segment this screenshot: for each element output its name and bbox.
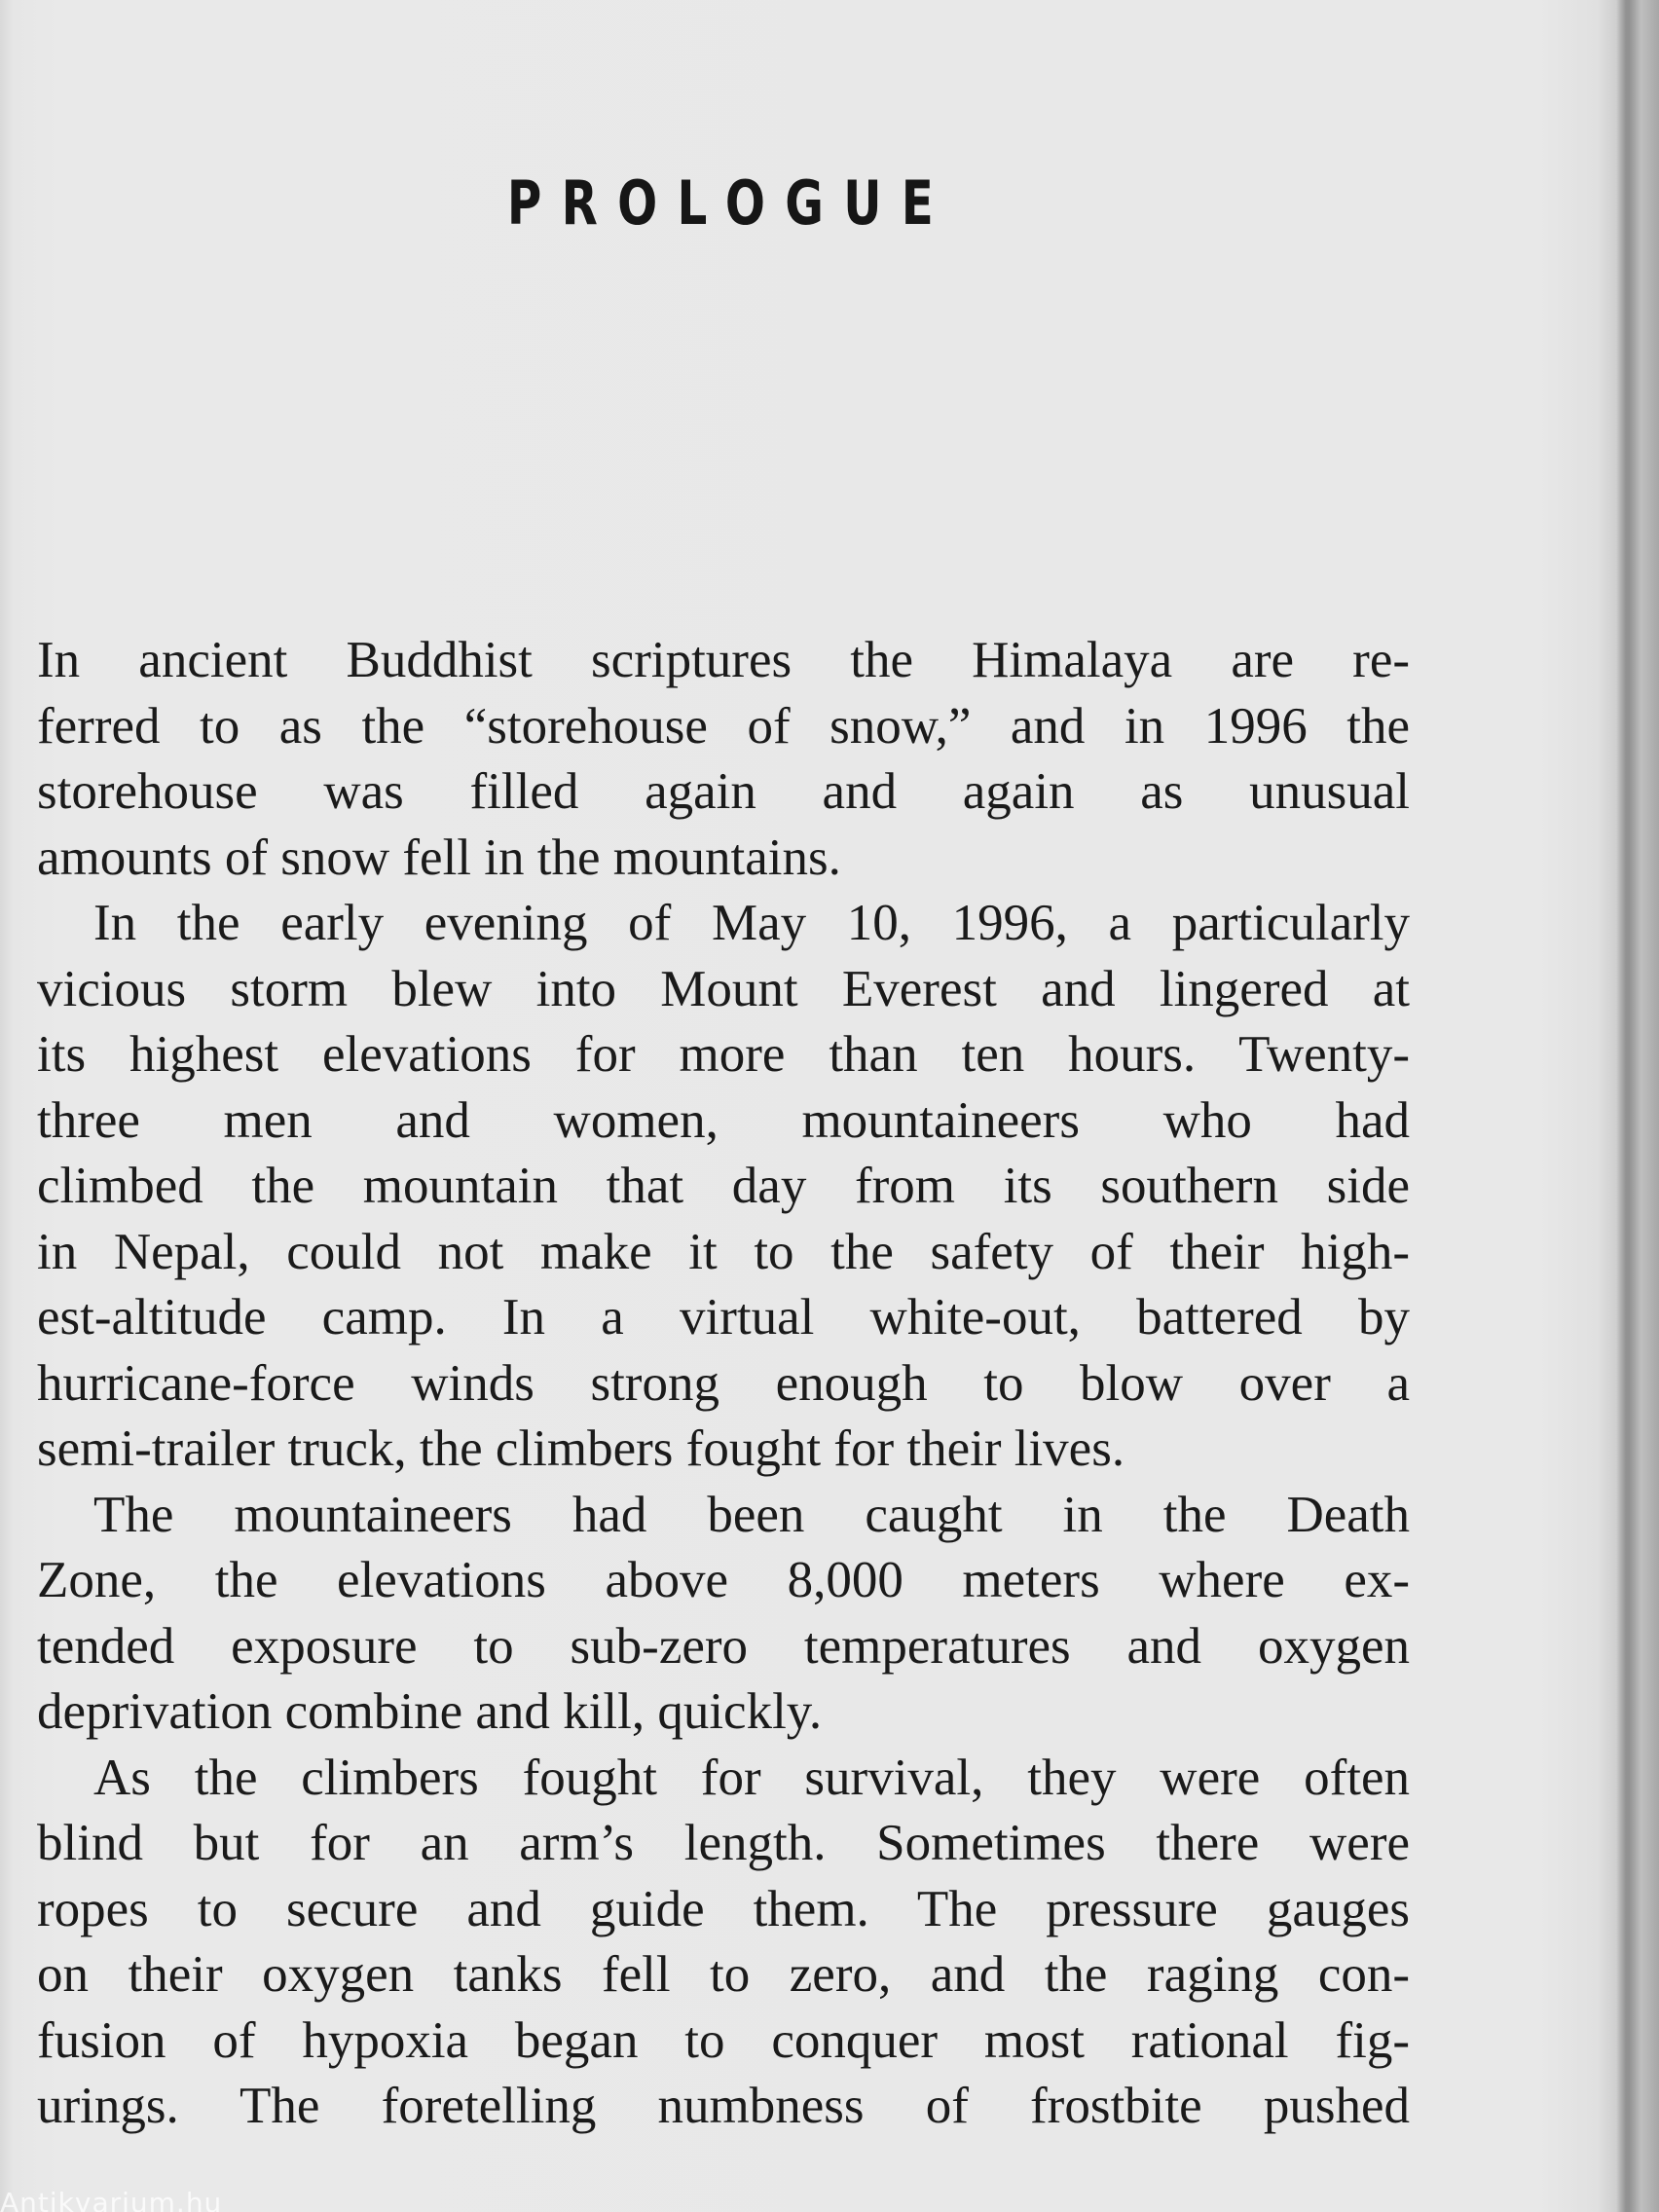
chapter-heading: PROLOGUE [506,167,954,239]
text-line: in Nepal, could not make it to the safety of their high- [37,1223,1410,1280]
text-line: storehouse was filled again and again as unusual [37,763,1410,820]
text-line: ropes to secure and guide them. The pressure gauges [37,1880,1410,1937]
text-line: semi-trailer truck, the climbers fought for their lives. [37,1420,1125,1477]
text-line: climbed the mountain that day from its southern side [37,1158,1410,1214]
body-text [37,628,1410,2140]
text-line: As the climbers fought for survival, they were often [93,1749,1410,1806]
text-line: In ancient Buddhist scriptures the Himalaya are re- [37,632,1410,688]
watermark: Antikvarium.hu [0,2187,223,2212]
text-line: blind but for an arm’s length. Sometimes there were [37,1815,1410,1871]
text-line: deprivation combine and kill, quickly. [37,1683,823,1740]
text-line: urings. The foretelling numbness of frostbite pushed [37,2078,1410,2134]
text-line: tended exposure to sub-zero temperatures and oxygen [37,1617,1410,1675]
text-line: three men and women, mountaineers who had [37,1091,1410,1149]
text-line: on their oxygen tanks fell to zero, and the raging con- [37,1946,1410,2003]
text-line: vicious storm blew into Mount Everest and lingered at [37,960,1410,1017]
page-edge-shadow [1616,0,1659,2212]
text-line: The mountaineers had been caught in the Death [93,1486,1410,1543]
text-line: In the early evening of May 10, 1996, a particularly [93,895,1410,951]
text-line: ferred to as the “storehouse of snow,” and in 1996 the [37,697,1410,755]
paragraph-1 [37,628,1410,891]
text-line: amounts of snow fell in the mountains. [37,829,841,886]
text-line: hurricane-force winds strong enough to blow over a [37,1354,1410,1412]
text-line: est-altitude camp. In a virtual white-out, battered by [37,1289,1410,1346]
paragraph-3 [37,1483,1410,1746]
text-line: Zone, the elevations above 8,000 meters where ex- [37,1552,1410,1608]
text-line: its highest elevations for more than ten hours. Twenty- [37,1026,1410,1083]
paragraph-2 [37,891,1410,1483]
text-line: fusion of hypoxia began to conquer most rational fig- [37,2011,1410,2069]
paragraph-4 [37,1746,1410,2140]
